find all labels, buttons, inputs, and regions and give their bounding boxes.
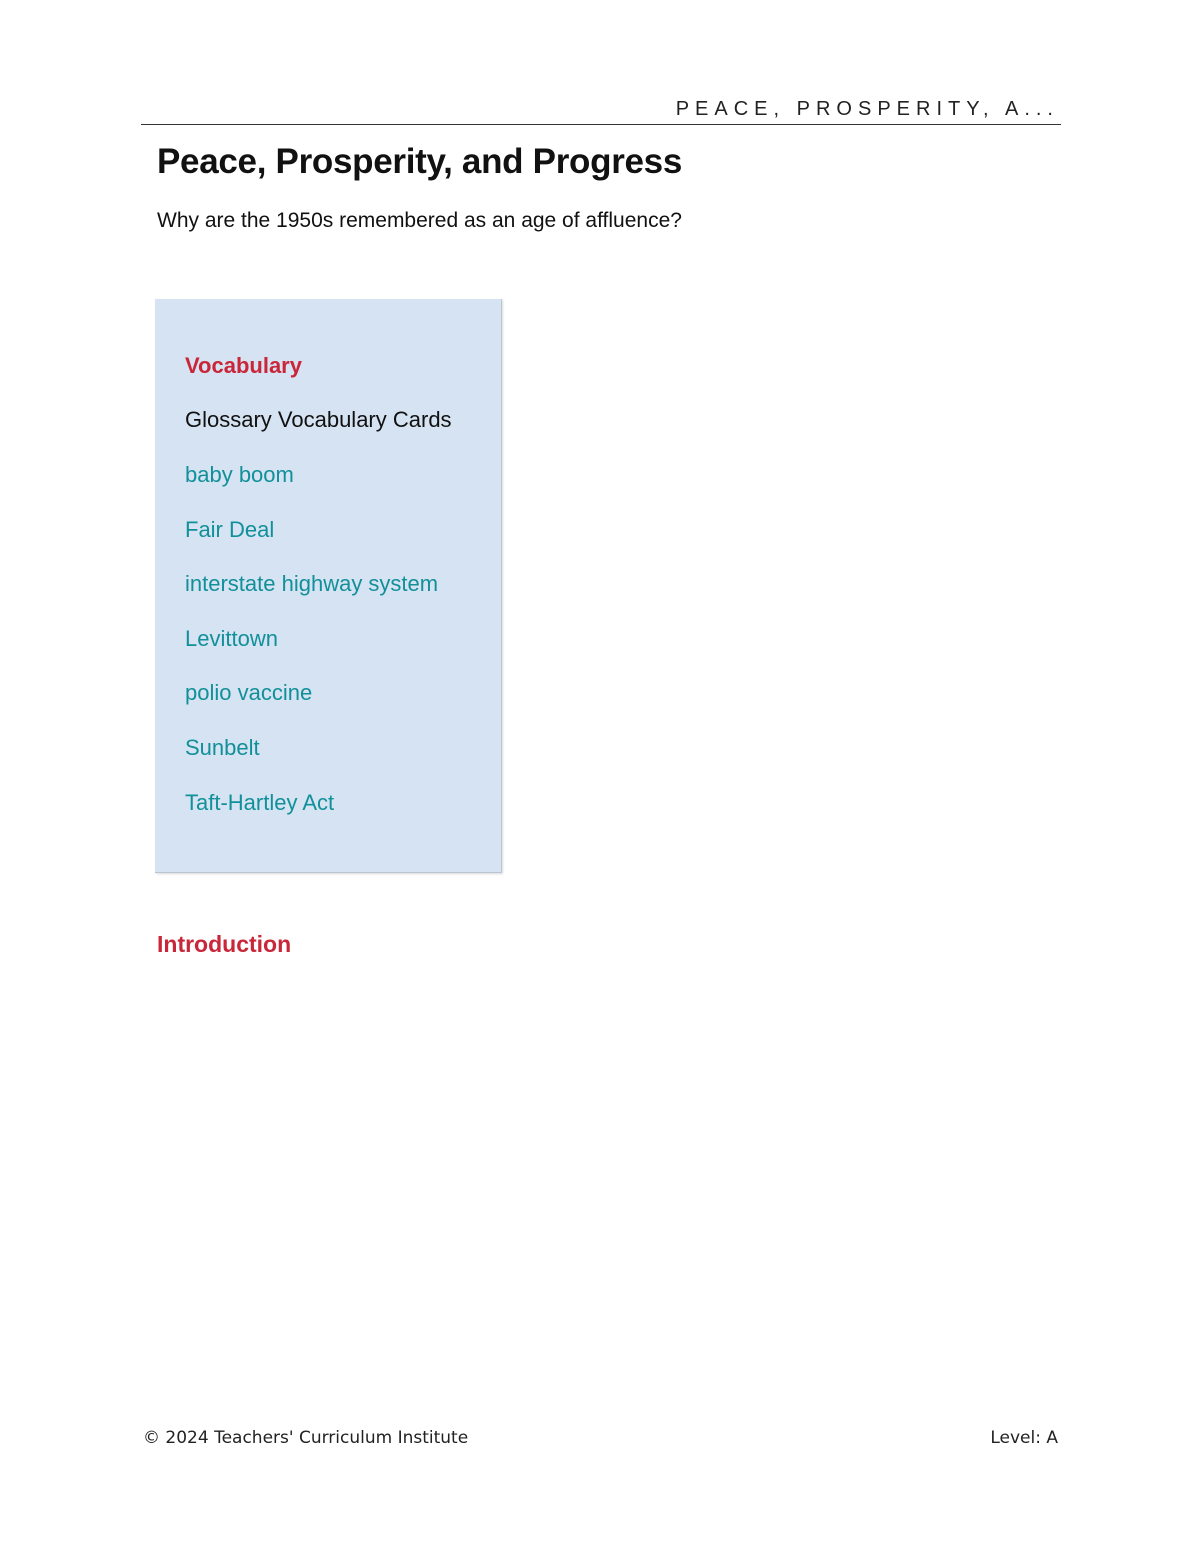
footer-level: Level: A [990,1428,1058,1448]
vocab-term-sunbelt[interactable]: Sunbelt [185,734,260,760]
essential-question: Why are the 1950s remembered as an age of affluence? [157,209,682,232]
vocabulary-list [185,462,438,844]
page-title: Peace, Prosperity, and Progress [157,142,683,181]
footer-copyright: © 2024 Teachers' Curriculum Institute [143,1428,469,1448]
vocab-term-taft-hartley-act[interactable]: Taft-Hartley Act [185,789,335,815]
vocabulary-heading: Vocabulary [185,353,302,378]
vocab-term-polio-vaccine[interactable]: polio vaccine [185,680,313,706]
vocab-term-interstate-highway-system[interactable]: interstate highway system [185,571,439,597]
introduction-heading: Introduction [157,931,292,957]
vocab-term-baby-boom[interactable]: baby boom [185,462,294,487]
running-header: PEACE, PROSPERITY, A... [675,98,1059,120]
glossary-cards-label: Glossary Vocabulary Cards [185,407,452,432]
vocabulary-box [155,299,502,873]
vocab-term-levittown[interactable]: Levittown [185,625,278,651]
vocab-term-fair-deal[interactable]: Fair Deal [185,516,275,542]
header-divider [141,124,1061,125]
